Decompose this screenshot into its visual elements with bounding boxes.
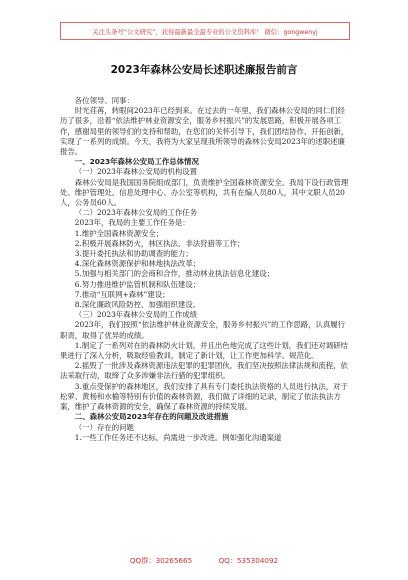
header-banner: 关注头条号“公文研究”，获得最新最全最专业的公文资料库！ 微信：gongwenyj — [60, 22, 350, 40]
body-paragraph: 1.维护全国森林资源安全； — [74, 228, 164, 238]
section-heading: 二、森林公安局2023年存在的问题及改进措施 — [74, 412, 229, 422]
footer-qq-group: QQ群：30265665 — [129, 556, 193, 565]
body-paragraph: 2.摇毁了一批涉及森林资源违法犯罪的犯罪团伙。我们坚决按照法律法规和流程，依法采取行动，取缔了众多涉嫌非法行猎的犯罪组织。 — [60, 361, 348, 381]
body-paragraph: （二）2023年森林公安局的工作任务 — [74, 208, 198, 218]
body-paragraph: （三）2023年森林公安局的工作成绩 — [74, 310, 198, 320]
section-heading: 一、2023年森林公安局工作总体情况 — [74, 157, 199, 167]
footer-qq: QQ：535304092 — [218, 556, 279, 565]
body-paragraph: （一）存在的问题 — [74, 422, 134, 432]
body-paragraph: 5.加强与相关部门的会商和合作，推动林业执法信息化建设； — [74, 269, 275, 279]
body-paragraph: 1.制定了一系列对在的森林防火计划，并且出色地完成了这些计划，我们还对调研结果进行了深入分析，吸取经验教训，制定了新计划，让工作更加科学、规范化。 — [60, 340, 348, 361]
body-paragraph: 3.重点受保护的森林地区，我们安排了具有专门委托执法资格的人员进行执法，对于松萝、黄杨和水榆等特别有价值的森林资源，我们做了详细的记录，制定了依法执法方案，维护了森林资源的安全，确保了森林资源的持续发展。 — [60, 381, 348, 412]
body-paragraph: 7.推动“互联网+森林”建设； — [74, 289, 170, 299]
body-paragraph: 4.深化森林资源保护和林地执法改革； — [74, 259, 201, 269]
body-paragraph: 1.一些工作任务还不达标，尚需进一步改进。例如强化沟通渠道 — [74, 432, 282, 442]
body-paragraph: （一）2023年森林公安局的机构设置 — [74, 167, 198, 177]
body-paragraph: 森林公安局是我国国务院组成部门，负责维护全国森林资源安全。我局下设行政管理处、维护管理处、信息处理中心、办公室等机构，共有在编人员80人，其中文职人员20人，公务员60人。 — [60, 177, 349, 208]
document-title: 2023年森林公安局长述职述廉报告前言 — [110, 64, 298, 76]
footer-contact — [0, 556, 408, 566]
body-paragraph: 时光荏苒，转眼间2023年已经到来。在过去的一年里，我们森林公安局的同仁们经历了很多，沿着“依法维护林业资源安全，服务乡村振兴”的发展思路，积极开展各项工作，感谢局里的领导们的支持和帮助，在您们的关怀引导下，我们团结协作、开拓创新，实现了一系列的成绩。今天，我将为大家呈现我所领导的森林公安局2023年的述职述廉报告。 — [60, 106, 349, 157]
body-paragraph: 各位领导、同事： — [74, 96, 134, 105]
document-body — [60, 96, 350, 443]
body-paragraph: 8.深化廉政风险防控、加强组织建设。 — [74, 300, 201, 310]
body-paragraph: 2.积极开展森林防火，林区执法、非法狩猎等工作； — [74, 238, 245, 248]
body-paragraph: 2023年，我局的主要工作任务是： — [74, 218, 190, 228]
body-paragraph: 6.努力推进维护监管机制和队伍建设； — [74, 279, 201, 289]
body-paragraph: 2023年，我们按照“依法维护林业资源安全，服务乡村振兴”的工作思路，认真履行职责，取得了优异的成绩。 — [60, 320, 346, 340]
body-paragraph: 3.提升委托执法和协助调查的能力； — [74, 249, 193, 259]
